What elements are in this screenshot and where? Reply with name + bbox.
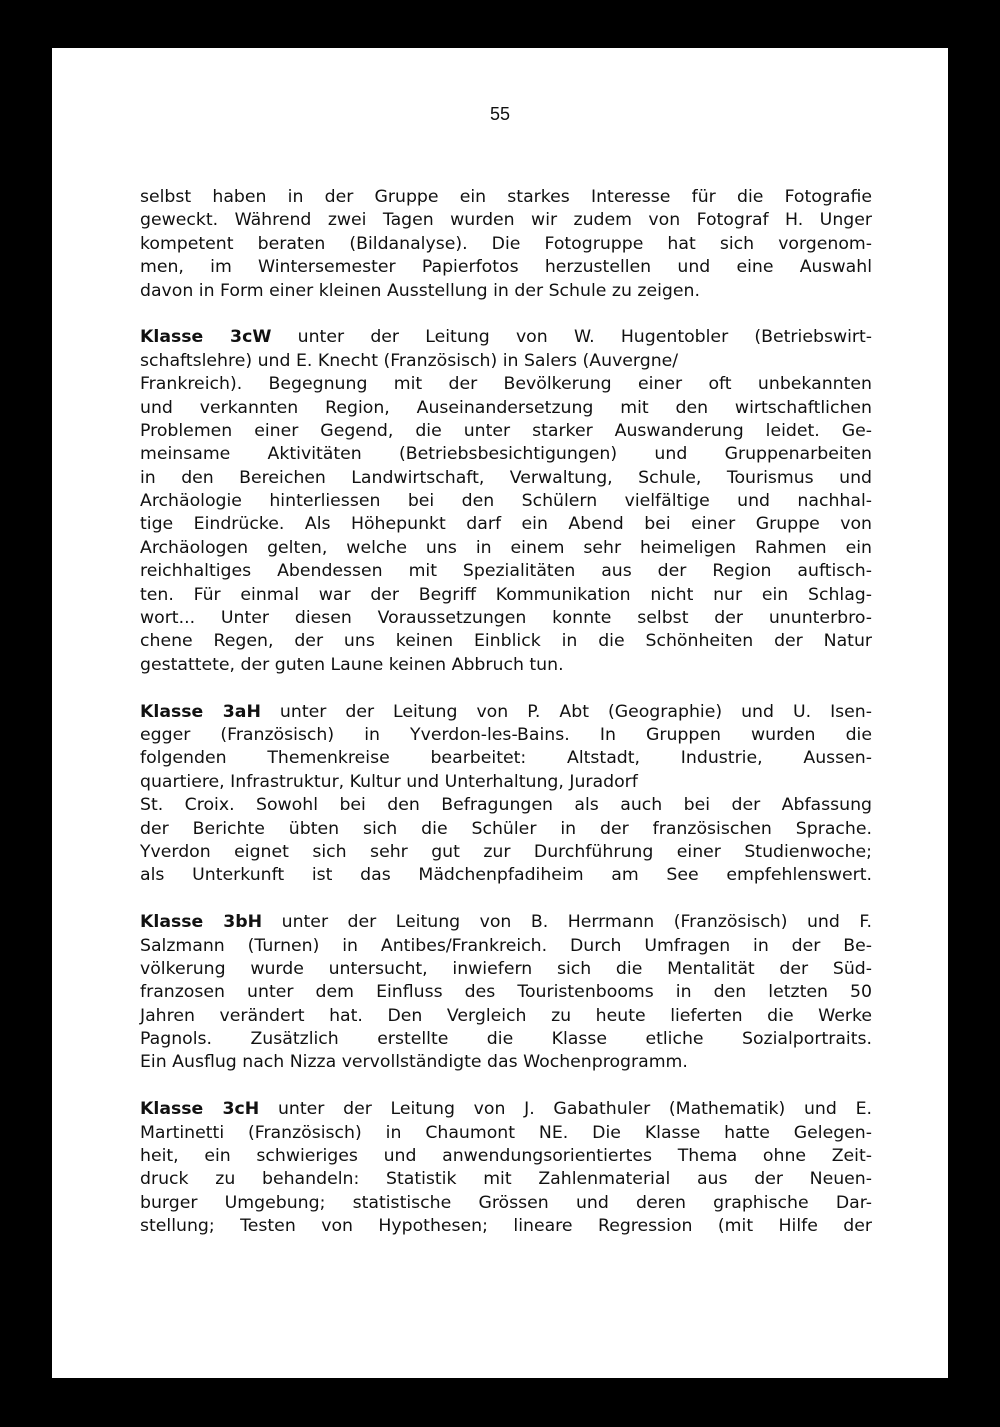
text-line: geweckt. Während zwei Tagen wurden wir zudem von Fotograf H. Unger: [140, 210, 872, 231]
text-line: und verkannten Region, Auseinandersetzung mit den wirtschaftlichen: [140, 397, 872, 418]
text-line: meinsame Aktivitäten (Betriebsbesichtigungen) und Gruppenarbeiten: [140, 444, 872, 465]
text-line-with-heading: [140, 701, 872, 724]
paragraph: [140, 186, 872, 303]
text-line-with-heading: [140, 911, 872, 934]
text-line: tige Eindrücke. Als Höhepunkt darf ein Abend bei einer Gruppe von: [140, 514, 872, 535]
text-line: franzosen unter dem Einfluss des Touristenbooms in den letzten 50: [140, 982, 872, 1003]
text-line: stellung; Testen von Hypothesen; lineare Regression (mit Hilfe der: [140, 1216, 872, 1237]
text-line: davon in Form einer kleinen Ausstellung in der Schule zu zeigen.: [140, 280, 700, 301]
class-heading: Klasse 3cH: [140, 1099, 260, 1120]
text-line-rest: unter der Leitung von J. Gabathuler (Mathematik) und E.: [259, 1099, 872, 1120]
text-line-rest: unter der Leitung von W. Hugentobler (Betriebswirt-: [271, 327, 872, 348]
class-heading: Klasse 3aH: [140, 701, 261, 722]
text-line: St. Croix. Sowohl bei den Befragungen als auch bei der Abfassung: [140, 795, 872, 816]
text-line: Yverdon eignet sich sehr gut zur Durchführung einer Studienwoche;: [140, 841, 872, 862]
text-line-with-heading: [140, 326, 872, 349]
text-line: kompetent beraten (Bildanalyse). Die Fotogruppe hat sich vorgenom-: [140, 233, 872, 254]
text-line: selbst haben in der Gruppe ein starkes Interesse für die Fotografie: [140, 187, 872, 207]
text-line: völkerung wurde untersucht, inwiefern sich die Mentalität der Süd-: [140, 958, 872, 979]
text-line: quartiere, Infrastruktur, Kultur und Unterhaltung, Juradorf: [140, 771, 638, 792]
text-line: burger Umgebung; statistische Grössen und deren graphische Dar-: [140, 1192, 872, 1213]
text-line: Ein Ausflug nach Nizza vervollständigte das Wochenprogramm.: [140, 1052, 688, 1073]
text-line: ten. Für einmal war der Begriff Kommunikation nicht nur ein Schlag-: [140, 584, 872, 605]
text-line-with-heading: [140, 1098, 872, 1121]
page-number: 55: [489, 104, 511, 124]
text-line: Problemen einer Gegend, die unter starker Auswanderung leidet. Ge-: [140, 420, 872, 441]
document-body: [140, 186, 872, 1262]
text-line: Frankreich). Begegnung mit der Bevölkerung einer oft unbekannten: [140, 374, 872, 395]
text-line-rest: unter der Leitung von B. Herrmann (Französisch) und F.: [262, 912, 872, 933]
text-line: Jahren verändert hat. Den Vergleich zu heute lieferten die Werke: [140, 1005, 872, 1026]
text-line: druck zu behandeln: Statistik mit Zahlenmaterial aus der Neuen-: [140, 1169, 872, 1190]
text-line: chene Regen, der uns keinen Einblick in die Schönheiten der Natur: [140, 631, 872, 652]
text-line: wort... Unter diesen Voraussetzungen konnte selbst der ununterbro-: [140, 608, 872, 629]
text-line: men, im Wintersemester Papierfotos herzustellen und eine Auswahl: [140, 257, 872, 278]
text-line: Archäologie hinterliessen bei den Schülern vielfältige und nachhal-: [140, 491, 872, 512]
paragraph-klasse-3bh: [140, 911, 872, 1075]
text-line: folgenden Themenkreise bearbeitet: Altstadt, Industrie, Aussen-: [140, 748, 872, 769]
text-line-rest: unter der Leitung von P. Abt (Geographie) und U. Isen-: [260, 701, 872, 722]
text-line: reichhaltiges Abendessen mit Spezialitäten aus der Region auftisch-: [140, 561, 872, 582]
paragraph-klasse-3ch: [140, 1098, 872, 1238]
class-heading: Klasse 3bH: [140, 912, 263, 933]
document-page: [52, 48, 948, 1378]
text-line: Archäologen gelten, welche uns in einem sehr heimeligen Rahmen ein: [140, 537, 872, 558]
text-line: heit, ein schwieriges und anwendungsorientiertes Thema ohne Zeit-: [140, 1146, 872, 1167]
text-line: Salzmann (Turnen) in Antibes/Frankreich. Durch Umfragen in der Be-: [140, 935, 872, 956]
paragraph-klasse-3ah: [140, 701, 872, 888]
text-line: in den Bereichen Landwirtschaft, Verwaltung, Schule, Tourismus und: [140, 467, 872, 488]
class-heading: Klasse 3cW: [140, 327, 272, 348]
text-line: Pagnols. Zusätzlich erstellte die Klasse etliche Sozialportraits.: [140, 1029, 872, 1050]
text-line: der Berichte übten sich die Schüler in der französischen Sprache.: [140, 818, 872, 839]
text-line: als Unterkunft ist das Mädchenpfadiheim am See empfehlenswert.: [140, 865, 872, 886]
text-line: schaftslehre) und E. Knecht (Französisch) in Salers (Auvergne/: [140, 350, 679, 371]
text-line: egger (Französisch) in Yverdon-les-Bains. In Gruppen wurden die: [140, 724, 872, 745]
text-line: gestattete, der guten Laune keinen Abbruch tun.: [140, 654, 564, 675]
text-line: Martinetti (Französisch) in Chaumont NE. Die Klasse hatte Gelegen-: [140, 1122, 872, 1143]
paragraph-klasse-3cw: [140, 326, 872, 677]
